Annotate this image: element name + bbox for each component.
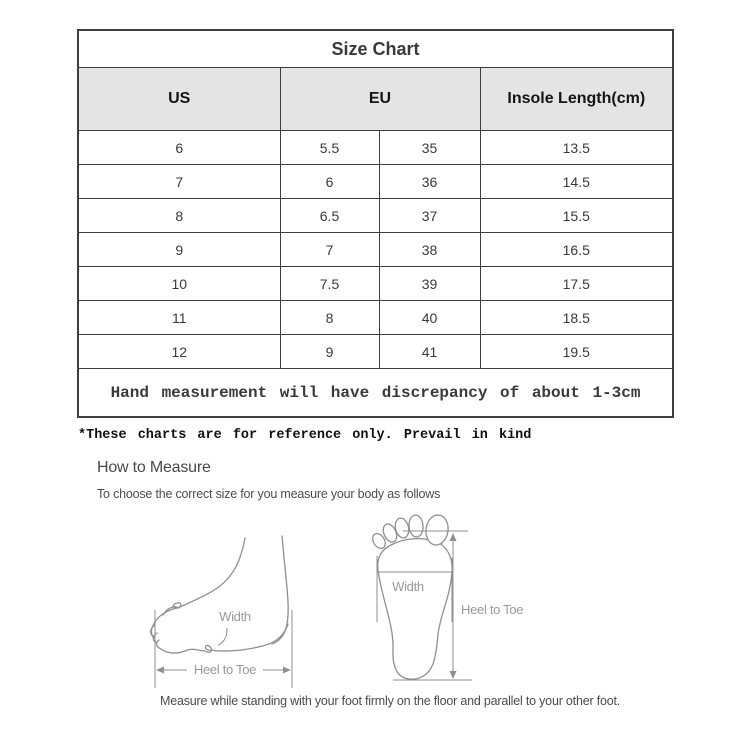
column-header-eu: EU [280,68,480,131]
measure-caption: Measure while standing with your foot firmly on the floor and parallel to your other foot. [159,694,621,708]
table-cell: 7 [78,165,280,199]
how-to-measure-subheading: To choose the correct size for you measure your body as follows [97,487,441,501]
size-chart-table [77,29,674,418]
table-cell: 7 [280,233,379,267]
table-row [78,131,673,165]
table-cell: 35 [379,131,480,165]
table-cell: 5.5 [280,131,379,165]
table-title-row [78,30,673,68]
table-cell: 40 [379,301,480,335]
table-cell: 11 [78,301,280,335]
table-cell: 13.5 [480,131,673,165]
table-cell: 7.5 [280,267,379,301]
column-header-insole: Insole Length(cm) [480,68,673,131]
table-cell: 8 [280,301,379,335]
table-cell: 18.5 [480,301,673,335]
width-label-side: Width [219,609,251,624]
table-row [78,199,673,233]
table-cell: 17.5 [480,267,673,301]
table-header-row [78,68,673,131]
table-footnote-row [78,369,673,418]
foot-sole-diagram [370,514,523,680]
measurement-diagram [130,500,630,700]
heel-to-toe-label-side: Heel to Toe [193,662,257,677]
table-cell: 41 [379,335,480,369]
reference-note: *These charts are for reference only. Prevail in kind [78,428,532,443]
table-cell: 9 [78,233,280,267]
table-cell: 8 [78,199,280,233]
foot-side-diagram [151,536,292,688]
column-header-us: US [78,68,280,131]
table-cell: 19.5 [480,335,673,369]
table-row [78,335,673,369]
table-row [78,301,673,335]
table-cell: 6 [78,131,280,165]
table-cell: 12 [78,335,280,369]
heel-to-toe-label-sole: Heel to Toe [461,602,524,617]
table-cell: 6 [280,165,379,199]
table-title: Size Chart [78,30,673,68]
table-cell: 10 [78,267,280,301]
table-cell: 36 [379,165,480,199]
table-row [78,267,673,301]
table-row [78,233,673,267]
table-cell: 38 [379,233,480,267]
table-cell: 15.5 [480,199,673,233]
table-cell: 9 [280,335,379,369]
table-row [78,165,673,199]
table-cell: 16.5 [480,233,673,267]
table-cell: 14.5 [480,165,673,199]
table-cell: 6.5 [280,199,379,233]
how-to-measure-heading: How to Measure [97,459,211,476]
table-cell: 37 [379,199,480,233]
table-cell: 39 [379,267,480,301]
table-footnote: Hand measurement will have discrepancy of about 1-3cm [78,369,673,418]
width-label-sole: Width [392,579,424,594]
